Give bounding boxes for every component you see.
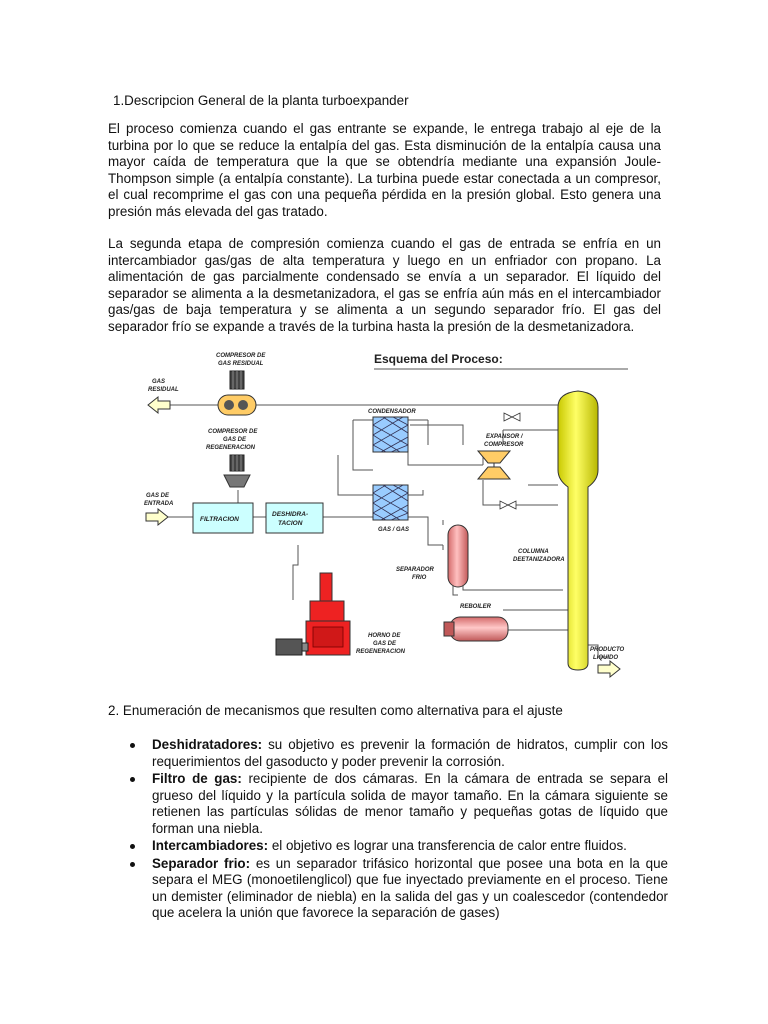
compresor-regen-label-1: COMPRESOR DE — [208, 429, 258, 435]
mechanism-list — [108, 737, 668, 923]
valve-bottom-icon — [500, 501, 516, 509]
list-item-text: el objetivo es lograr una transferencia de calor entre fluidos. — [268, 838, 627, 853]
compresor-residual-label-2: GAS RESIDUAL — [218, 361, 264, 367]
valve-top-icon — [504, 413, 520, 421]
columna-label-1: COLUMNA — [518, 549, 549, 555]
list-item — [108, 838, 668, 855]
horno-label-2: GAS DE — [373, 641, 397, 647]
gas-entrada-arrow — [146, 509, 168, 525]
reboiler-label: REBOILER — [460, 604, 492, 610]
deshidratacion-box — [266, 503, 323, 533]
gas-gas-exchanger — [373, 485, 408, 520]
residual-compressor-icon — [218, 371, 256, 415]
deshidratacion-label-1: DESHIDRA- — [272, 511, 309, 518]
deshidratacion-label-2: TACION — [278, 520, 303, 527]
section1-paragraph1: El proceso comienza cuando el gas entrante se expande, le entrega trabajo al eje de la turbina por lo que se reduce la entalpía del gas. Esta disminución de la entalpía causa una mayor caída de temperatura que la que se obtendría mediante una expansión Joule-Thompson simple (a entalpía constante). La turbina puede estar conectada a un compresor, el cual recomprime el gas con una pequeña pérdida en la presión global. Esto genera una presión más elevada del gas tratado. — [108, 121, 661, 219]
regen-compressor-icon — [224, 455, 250, 487]
columna-deetanizadora — [558, 391, 598, 670]
list-item — [108, 856, 668, 922]
condensador-exchanger — [373, 417, 408, 452]
expansor-label-2: COMPRESOR — [484, 442, 524, 448]
process-diagram — [138, 345, 628, 685]
producto-label-2: LIQUIDO — [593, 655, 618, 661]
list-item-text: recipiente de dos cámaras. En la cámara de entrada se separa el grueso del líquido y la partícula solida de mayor tamaño. En la cámara siguiente se retienen las partículas sólidas de menor tamaño y pequeñas gotas de líquido que forman una niebla. — [152, 771, 668, 836]
compresor-residual-label-1: COMPRESOR DE — [216, 353, 266, 359]
producto-liquido-arrow — [598, 661, 620, 677]
list-item-term: Filtro de gas: — [152, 771, 242, 786]
list-item-text: es un separador trifásico horizontal que posee una bota en la que separa el MEG (monoetilenglicol) que fue inyectado previamente en el proceso. Tiene un demister (eliminador de niebla) en la salida del gas y un coalescedor (contendedor que acelera la unión que favorece la separación de gases) — [152, 855, 669, 920]
filtracion-label: FILTRACION — [200, 516, 239, 523]
section2-heading: 2. Enumeración de mecanismos que resulten como alternativa para el ajuste — [108, 703, 563, 718]
separador-frio-vessel — [448, 525, 468, 587]
section1-heading: 1.Descripcion General de la planta turboexpander — [113, 93, 409, 108]
compresor-regen-label-2: GAS DE — [223, 437, 247, 443]
list-item — [108, 737, 668, 770]
separador-frio-label-2: FRIO — [412, 575, 427, 581]
reboiler-vessel — [444, 617, 508, 641]
producto-label-1: PRODUCTO — [590, 647, 625, 653]
gas-residual-label-2: RESIDUAL — [148, 387, 179, 393]
list-item-term: Separador frio: — [152, 855, 251, 871]
gas-residual-arrow — [148, 397, 170, 413]
horno-regeneracion — [276, 573, 350, 655]
bullet-icon — [130, 844, 135, 849]
gas-gas-label: GAS / GAS — [378, 527, 410, 533]
condensador-label: CONDENSADOR — [368, 409, 416, 415]
diagram-title: Esquema del Proceso: — [374, 352, 503, 366]
list-item-term: Deshidratadores: — [152, 737, 263, 752]
separador-frio-label-1: SEPARADOR — [396, 567, 434, 573]
list-item — [108, 771, 668, 837]
expansor-label-1: EXPANSOR / — [486, 434, 523, 440]
list-item-term: Intercambiadores: — [152, 838, 269, 853]
bullet-icon — [130, 777, 135, 782]
list-item-text: su objetivo es prevenir la formación de hidratos, cumplir con los requerimientos del gasoducto y poder prevenir la corrosión. — [152, 737, 668, 769]
horno-label-3: REGENERACION — [356, 649, 406, 655]
bullet-icon — [130, 862, 135, 867]
bullet-icon — [130, 743, 135, 748]
gas-entrada-label-1: GAS DE — [146, 493, 170, 499]
horno-label-1: HORNO DE — [368, 633, 401, 639]
section1-paragraph2: La segunda etapa de compresión comienza cuando el gas de entrada se enfría en un intercambiador gas/gas de alta temperatura y luego en un enfriador con propano. La alimentación de gas parcialmente condensado se envía a un separador. El líquido del separador se alimenta a la desmetanizadora, el gas se enfría aún más en el intercambiador gas/gas de baja temperatura y se alimenta a un segundo separador frío. El gas del separador frío se expande a través de la turbina hasta la presión de la desmetanizadora. — [108, 236, 661, 334]
compresor-regen-label-3: REGENERACION — [206, 445, 256, 451]
gas-entrada-label-2: ENTRADA — [144, 501, 174, 507]
columna-label-2: DEETANIZADORA — [513, 557, 565, 563]
gas-residual-label-1: GAS — [152, 379, 166, 385]
